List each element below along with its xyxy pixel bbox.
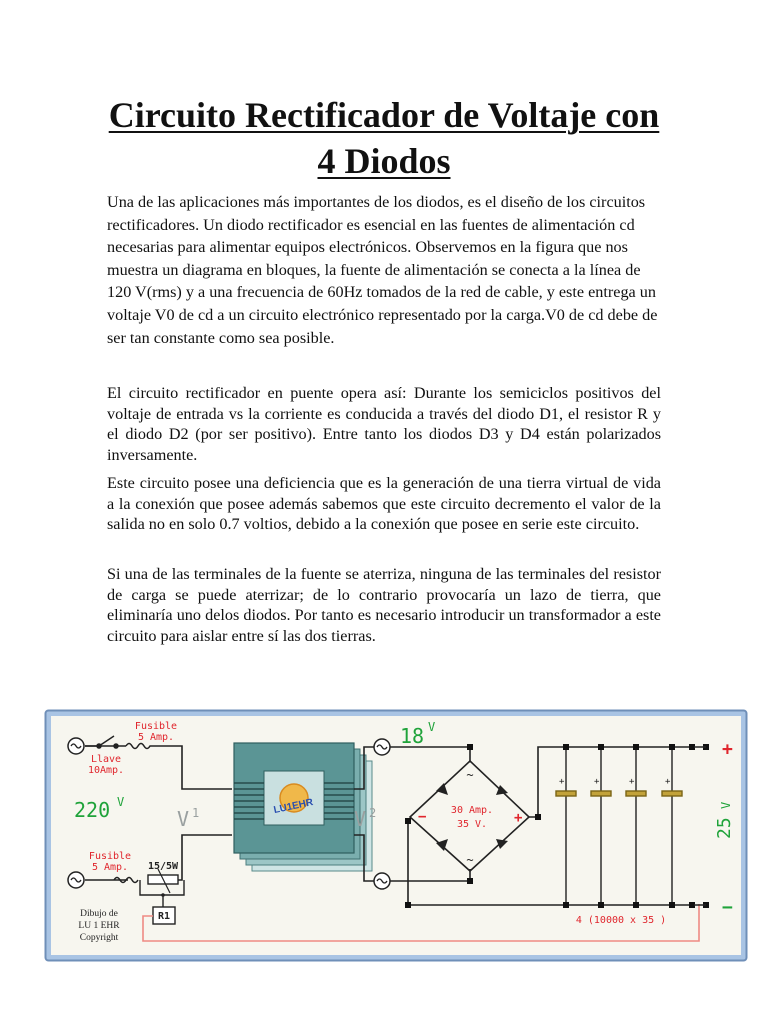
credit-line-1: Dibujo de (80, 909, 118, 919)
document-title (96, 92, 672, 184)
secondary-voltage-value: 18 (400, 724, 425, 748)
input-voltage-value: 220 (74, 798, 111, 822)
output-plus-terminal: + (722, 739, 733, 760)
capacitor-3-plus: + (629, 777, 635, 787)
switch-label: Llave (90, 754, 122, 765)
bridge-ac-top: ~ (466, 768, 474, 782)
resistor-rating-label: 15/5W (147, 861, 179, 872)
output-voltage-unit: V (719, 801, 733, 809)
bridge-plus-terminal: + (514, 810, 523, 826)
credit-line-3: Copyright (79, 933, 119, 943)
bridge-minus-terminal: − (418, 809, 427, 825)
credit-line-2: LU 1 EHR (78, 921, 120, 931)
secondary-winding-label: V (354, 807, 367, 831)
capacitor-bank-label: 4 (10000 x 35 ) (575, 915, 667, 926)
switch-rating: 10Amp. (87, 765, 125, 776)
bridge-current-rating: 30 Amp. (450, 805, 494, 816)
circuit-diagram (44, 709, 748, 962)
capacitor-1-plus: + (559, 777, 565, 787)
paragraph-bridge-operation: El circuito rectificador en puente opera así: Durante los semiciclos positivos del voltaje de entrada vs la corriente es conducida a través del diodo D1, el resistor R y el diodo D2 (por ser positivo). Entre tanto los diodos D3 y D4 están polarizados inversamente. (107, 384, 661, 464)
capacitor-4-plus: + (665, 777, 671, 787)
secondary-voltage-unit: V (428, 720, 436, 734)
title-line-1: Circuito Rectificador de Voltaje con (108, 95, 660, 135)
output-minus-terminal: − (722, 897, 733, 918)
title-line-2: 4 Diodos (317, 141, 451, 181)
fuse-bottom-rating: 5 Amp. (91, 862, 129, 873)
fuse-top-rating: 5 Amp. (137, 732, 175, 743)
output-voltage-value: 25 (714, 817, 735, 839)
paragraph-deficiency: Este circuito posee una deficiencia que es la generación de una tierra virtual de vida a la conexión que posee además sabemos que este circuito decremento el valor de la salida no en solo 0.7 voltios, debido a la conexión que posee en serie este circuito. (107, 474, 661, 534)
relay-r1-label: R1 (157, 911, 171, 922)
primary-winding-sup: 1 (192, 806, 200, 820)
input-voltage-unit: V (117, 795, 125, 809)
capacitor-2-plus: + (594, 777, 600, 787)
bridge-voltage-rating: 35 V. (456, 819, 488, 830)
fuse-top-label: Fusible (134, 721, 178, 732)
fuse-bottom-label: Fusible (88, 851, 132, 862)
secondary-winding-sup: 2 (369, 806, 377, 820)
bridge-ac-bottom: ~ (466, 853, 474, 867)
primary-winding-label: V (177, 807, 190, 831)
core-logo-text: LU1EHR (272, 797, 315, 817)
paragraph-grounding: Si una de las terminales de la fuente se aterriza, ninguna de las terminales del resistor de carga se puede aterrizar; de lo contrario provocaría un lazo de tierra, que eliminaría uno delos diodos. Por tanto es necesario introducir un transformador a este circuito para aislar entre sí las dos tierras. (107, 565, 661, 645)
paragraph-intro: Una de las aplicaciones más importantes de los diodos, es el diseño de los circuitos rectificadores. Un diodo rectificador es esencial en las fuentes de alimentación cd necesarias para alimentar equipos electrónicos. Observemos en la figura que nos muestra un diagrama en bloques, la fuente de alimentación se conecta a la línea de 120 V(rms) y a una frecuencia de 60Hz tomados de la red de cable, y este entrega un voltaje V0 de cd a un circuito electrónico representado por la carga.V0 de cd debe de ser tan constante como sea posible. (107, 193, 658, 347)
